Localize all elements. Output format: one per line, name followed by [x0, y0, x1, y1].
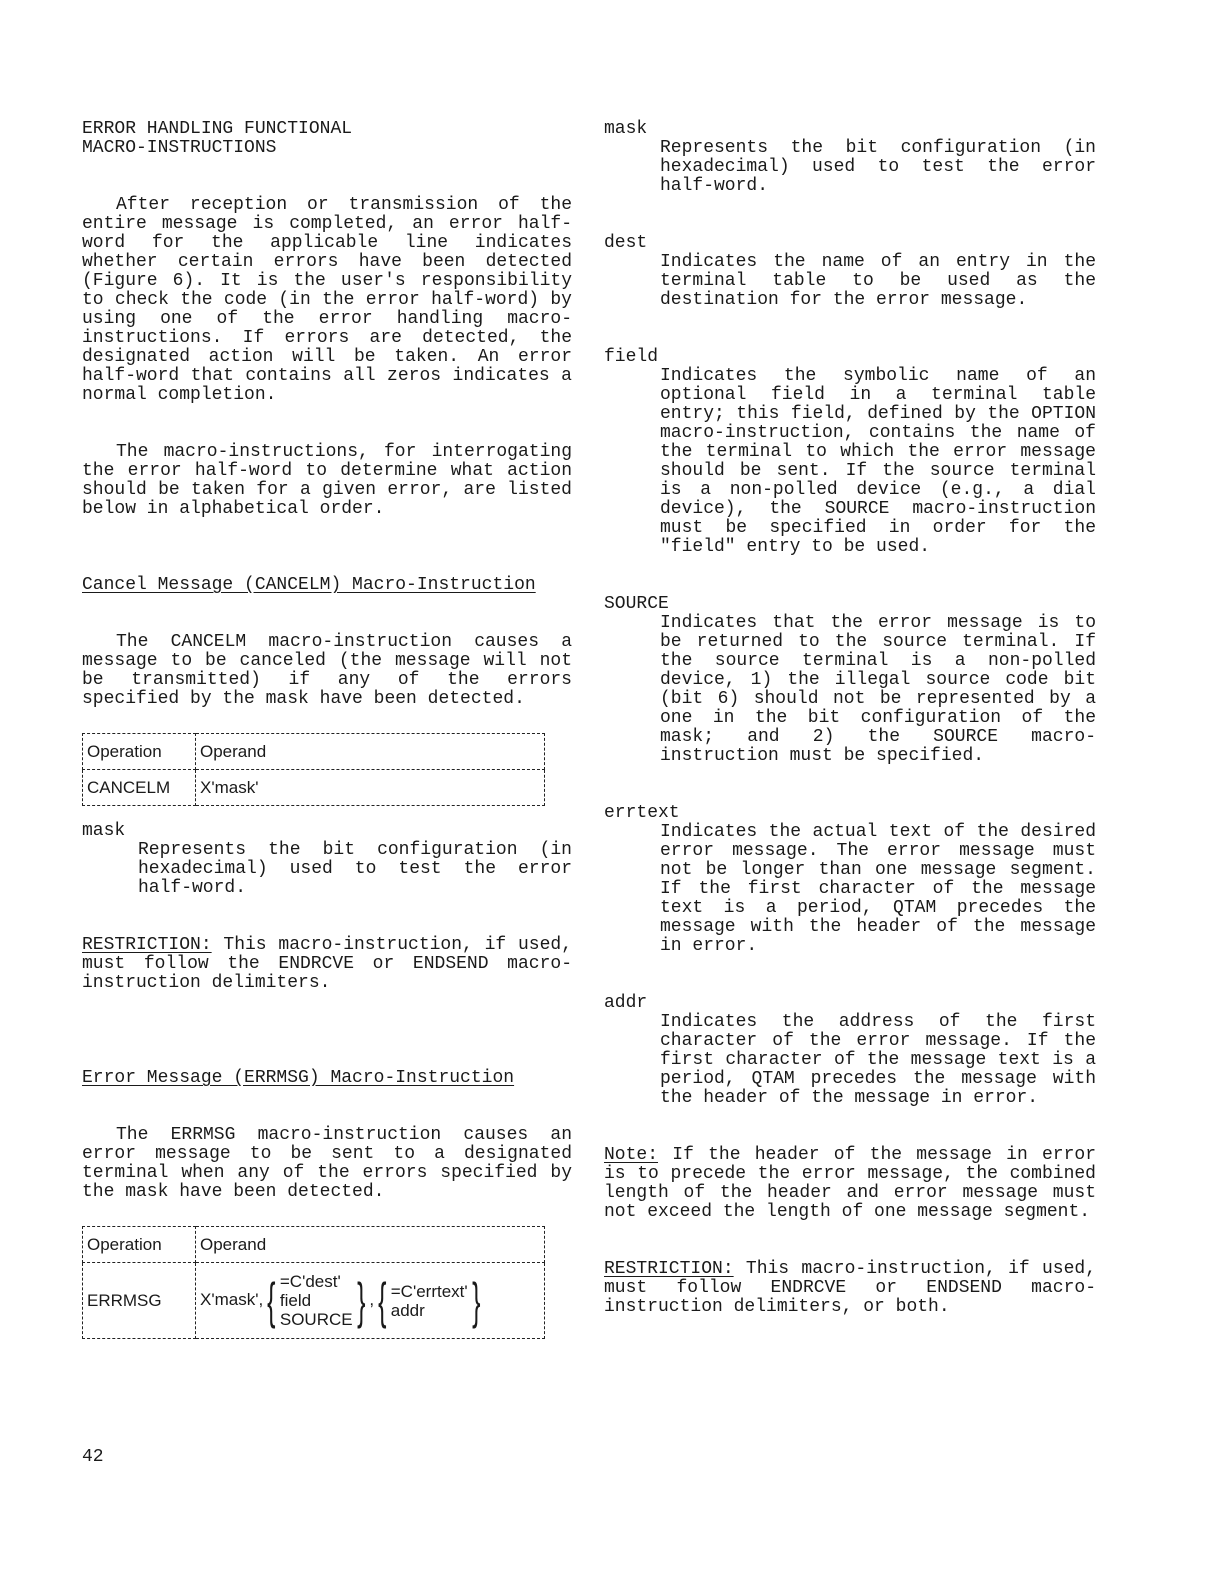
right-brace-icon: }	[356, 1272, 366, 1329]
mask-term: mask	[604, 119, 648, 139]
option-group-1	[280, 1272, 353, 1329]
source-term: SOURCE	[604, 594, 669, 614]
table-cell-operand: X'mask'	[196, 770, 545, 806]
errtext-definition: Indicates the actual text of the desired error message. The error message must not be longer than one message segment. If the first character of the message text is a period, QTAM precedes the message with the header of the message in error.	[660, 822, 1096, 956]
cancelm-table	[82, 733, 545, 806]
addr-definition: Indicates the address of the first character of the error message. If the first character of the message text is a period, QTAM precedes the message with the header of the message in error.	[660, 1012, 1096, 1108]
section-heading	[82, 120, 572, 158]
field-term: field	[604, 347, 659, 367]
mask-definition: Represents the bit configuration (in hexadecimal) used to test the error half-word.	[138, 840, 572, 898]
left-brace-icon: {	[378, 1272, 387, 1329]
intro-paragraph: After reception or transmission of the entire message is completed, an error half-word for the applicable line indicates whether certain errors have been detected (Figure 6). It is the user's responsibility to check the code (in the error half-word) by using one of the error handling macro-instructions. If errors are detected, the designated action will be taken. An error half-word that contains all zeros indicates a normal completion.	[82, 195, 572, 405]
restriction-label: RESTRICTION:	[604, 1259, 734, 1279]
left-column	[82, 120, 572, 1339]
mask-term: mask	[82, 821, 126, 841]
table-header-operand: Operand	[196, 734, 545, 770]
operand-mask: X'mask',	[200, 1289, 264, 1309]
right-brace-icon: }	[471, 1272, 481, 1329]
errmsg-table	[82, 1226, 545, 1339]
left-brace-icon: {	[267, 1272, 276, 1329]
note-paragraph	[604, 1146, 1096, 1222]
table-header-operation: Operation	[83, 734, 196, 770]
page-number: 42	[82, 1447, 104, 1467]
heading-line-1: ERROR HANDLING FUNCTIONAL	[82, 119, 353, 139]
restriction-label: RESTRICTION:	[82, 935, 212, 955]
field-definition: Indicates the symbolic name of an optional field in a terminal table entry; this field, defined by the OPTION macro-instruction, contains the name of the terminal to which the error message should be sent. If the source terminal is a non-polled device (e.g., a dial device), the SOURCE macro-instruction must be specified in order for the "field" entry to be used.	[660, 366, 1096, 557]
option-field: field	[279, 1291, 312, 1310]
restriction-paragraph	[604, 1260, 1096, 1317]
table-cell-operand	[196, 1263, 545, 1339]
option-errtext: =C'errtext'	[390, 1281, 468, 1301]
mask-definition: Represents the bit configuration (in hexadecimal) used to test the error half-word.	[660, 138, 1096, 196]
dest-definition: Indicates the name of an entry in the terminal table to be used as the destination for the error message.	[660, 252, 1096, 310]
option-group-2	[391, 1282, 468, 1320]
restriction-paragraph	[82, 936, 572, 993]
option-dest: =C'dest'	[279, 1272, 341, 1291]
addr-term: addr	[604, 993, 648, 1013]
table-header-operation: Operation	[83, 1227, 196, 1263]
option-source: SOURCE	[279, 1310, 353, 1329]
note-label: Note:	[604, 1145, 659, 1165]
right-column	[604, 120, 1096, 1317]
cancelm-paragraph: The CANCELM macro-instruction causes a message to be canceled (the message will not be transmitted) if any of the errors specified by the mask have been detected.	[82, 632, 572, 709]
note-text: If the header of the message in error is to precede the error message, the combined length of the header and error message must not exceed the length of one message segment.	[604, 1145, 1096, 1222]
errmsg-heading: Error Message (ERRMSG) Macro-Instruction	[82, 1068, 515, 1088]
option-addr: addr	[390, 1300, 425, 1320]
errtext-term: errtext	[604, 803, 680, 823]
restriction-text: This macro-instruction, if used, must follow ENDRCVE or ENDSEND macro-instruction delimiters, or both.	[604, 1259, 1096, 1317]
list-paragraph: The macro-instructions, for interrogating the error half-word to determine what action should be taken for a given error, are listed below in alphabetical order.	[82, 442, 572, 519]
restriction-text: This macro-instruction, if used, must follow the ENDRCVE or ENDSEND macro-instruction delimiters.	[82, 935, 572, 993]
table-cell-operation: ERRMSG	[83, 1263, 196, 1339]
cancelm-heading: Cancel Message (CANCELM) Macro-Instruction	[82, 575, 536, 595]
dest-term: dest	[604, 233, 648, 253]
source-definition: Indicates that the error message is to be returned to the source terminal. If the source terminal is a non-polled device, 1) the illegal source code bit (bit 6) should not be represented by a one in the bit configuration of the mask; and 2) the SOURCE macro-instruction must be specified.	[660, 613, 1096, 766]
table-header-operand: Operand	[196, 1227, 545, 1263]
heading-line-2: MACRO-INSTRUCTIONS	[82, 138, 277, 158]
operand-comma: ,	[369, 1289, 375, 1309]
table-cell-operation: CANCELM	[83, 770, 196, 806]
errmsg-paragraph: The ERRMSG macro-instruction causes an error message to be sent to a designated terminal when any of the errors specified by the mask have been detected.	[82, 1125, 572, 1202]
